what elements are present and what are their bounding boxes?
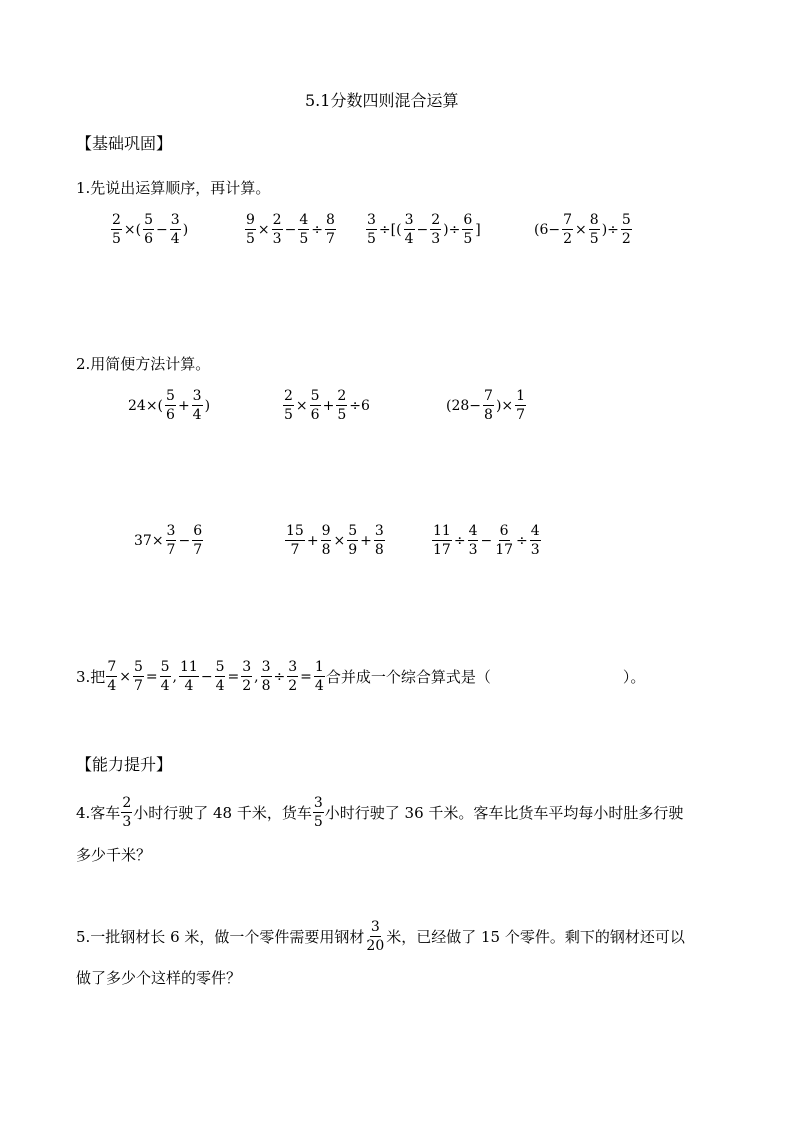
operator-text: =: [300, 668, 312, 685]
operator-text: 24×(: [128, 397, 164, 414]
q4-part-3: 小时行驶了 36 千米。客车比货车平均每小时肚多行驶: [324, 804, 684, 822]
q3-blank-close: ）。: [622, 668, 646, 686]
q1-expression-4: [533, 213, 633, 246]
operator-text: ×: [119, 668, 131, 685]
fraction: $\frac{2}{5}$: [284, 388, 293, 423]
operator-text: ,: [172, 668, 177, 685]
q3-expression: [105, 660, 326, 693]
section-basic-heading: 【基础巩固】: [76, 134, 173, 153]
fraction: $\frac{7}{8}$: [484, 388, 493, 423]
operator-text: )×: [495, 397, 514, 414]
operator-text: )÷: [443, 221, 461, 238]
operator-text: −: [284, 221, 297, 238]
fraction: $\frac{5}{4}$: [160, 659, 170, 694]
q5-part-1: 5.一批钢材长 6 米，做一个零件需要用钢材: [76, 928, 365, 946]
fraction: $\frac{7}{2}$: [563, 212, 573, 247]
q4-part-1: 4.客车: [76, 804, 121, 822]
operator-text: (28−: [446, 397, 482, 414]
operator-text: ÷[(: [378, 221, 402, 238]
fraction: $\frac{8}{5}$: [589, 212, 599, 247]
question-5-line-2: 做了多少个这样的零件？: [76, 969, 242, 987]
operator-text: ×: [295, 397, 308, 414]
operator-text: +: [177, 397, 190, 414]
fraction: $\frac{5}{6}$: [166, 388, 175, 423]
operator-text: =: [145, 668, 158, 685]
fraction: $\frac{5}{6}$: [310, 388, 320, 423]
fraction: $\frac{3}{8}$: [261, 659, 271, 694]
operator-text: =: [227, 668, 240, 685]
fraction: $\frac{5}{9}$: [348, 523, 358, 558]
fraction: $\frac{1}{7}$: [516, 388, 526, 423]
fraction: $\frac{5}{6}$: [144, 212, 154, 247]
page-title: 5.1分数四则混合运算: [305, 91, 459, 110]
operator-text: (6−: [534, 221, 561, 238]
operator-text: +: [360, 532, 372, 549]
fraction: $\frac{1}{4}$: [314, 659, 324, 694]
operator-text: +: [306, 532, 319, 549]
fraction: $\frac{6}{5}$: [463, 212, 473, 247]
fraction: $\frac{5}{7}$: [133, 659, 143, 694]
question-4-line-1: [76, 796, 683, 829]
operator-text: ÷6: [349, 397, 370, 414]
fraction: $\frac{11}{4}$: [180, 659, 198, 694]
fraction: $\frac{7}{4}$: [107, 659, 117, 694]
operator-text: ×: [575, 221, 587, 238]
fraction: $\frac{9}{5}$: [246, 212, 255, 247]
q3-suffix: 合并成一个综合算式是（: [325, 668, 491, 686]
operator-text: ÷: [516, 532, 528, 549]
fraction: $\frac{2}{5}$: [337, 388, 347, 423]
q2-expression-4: [133, 524, 204, 557]
question-2-prompt: 2.用简便方法计算。: [76, 355, 211, 373]
operator-text: −: [156, 221, 168, 238]
q1-expression-1: [110, 213, 189, 246]
fraction: $\frac{15}{7}$: [286, 523, 304, 558]
q4-fraction-2: $\frac{3}{5}$: [313, 795, 323, 830]
question-1-prompt: 1.先说出运算顺序，再计算。: [76, 179, 271, 197]
fraction: $\frac{3}{2}$: [242, 659, 252, 694]
operator-text: ÷: [273, 668, 286, 685]
fraction: $\frac{2}{3}$: [272, 212, 282, 247]
question-3: [76, 660, 645, 693]
question-4-line-2: 多少千米？: [76, 846, 152, 864]
operator-text: −: [480, 532, 493, 549]
operator-text: ): [182, 221, 189, 238]
fraction: $\frac{6}{7}$: [193, 523, 203, 558]
operator-text: ÷: [311, 221, 323, 238]
operator-text: )÷: [601, 221, 619, 238]
section-advanced-heading: 【能力提升】: [76, 755, 173, 774]
q2-expression-2: [282, 389, 371, 422]
fraction: $\frac{8}{7}$: [325, 212, 335, 247]
operator-text: −: [200, 668, 213, 685]
operator-text: 37×: [134, 532, 164, 549]
fraction: $\frac{6}{17}$: [495, 523, 514, 558]
operator-text: −: [416, 221, 429, 238]
q4-part-2: 小时行驶了 48 千米，货车: [133, 804, 312, 822]
q5-fraction: $\frac{3}{20}$: [366, 919, 385, 954]
fraction: $\frac{3}{8}$: [374, 523, 384, 558]
q2-expression-3: [445, 389, 527, 422]
q3-prefix: 3.把: [76, 668, 106, 686]
fraction: $\frac{3}{4}$: [170, 212, 180, 247]
operator-text: +: [322, 397, 335, 414]
fraction: $\frac{3}{4}$: [192, 388, 202, 423]
fraction: $\frac{4}{5}$: [299, 212, 309, 247]
operator-text: ): [204, 397, 211, 414]
fraction: $\frac{4}{3}$: [468, 523, 478, 558]
fraction: $\frac{3}{4}$: [404, 212, 414, 247]
fraction: $\frac{3}{2}$: [288, 659, 298, 694]
fraction: $\frac{3}{5}$: [367, 212, 376, 247]
operator-text: ×(: [123, 221, 142, 238]
operator-text: ,: [254, 668, 259, 685]
fraction: $\frac{4}{3}$: [530, 523, 540, 558]
operator-text: ×: [333, 532, 346, 549]
q2-expression-6: [431, 524, 542, 557]
q2-expression-5: [284, 524, 386, 557]
fraction: $\frac{2}{5}$: [112, 212, 121, 247]
fraction: $\frac{9}{8}$: [321, 523, 331, 558]
q5-part-2: 米，已经做了 15 个零件。剩下的钢材还可以: [386, 928, 685, 946]
operator-text: ×: [257, 221, 270, 238]
operator-text: ]: [475, 221, 481, 238]
fraction: $\frac{2}{3}$: [431, 212, 441, 247]
fraction: $\frac{5}{2}$: [621, 212, 631, 247]
fraction: $\frac{11}{17}$: [433, 523, 451, 558]
question-5-line-1: [76, 920, 685, 953]
operator-text: −: [178, 532, 191, 549]
q2-expression-1: [127, 389, 211, 422]
operator-text: ÷: [453, 532, 466, 549]
fraction: $\frac{3}{7}$: [166, 523, 176, 558]
q4-fraction-1: $\frac{2}{3}$: [122, 795, 132, 830]
q1-expression-2: [244, 213, 337, 246]
fraction: $\frac{5}{4}$: [215, 659, 225, 694]
q1-expression-3: [365, 213, 482, 246]
